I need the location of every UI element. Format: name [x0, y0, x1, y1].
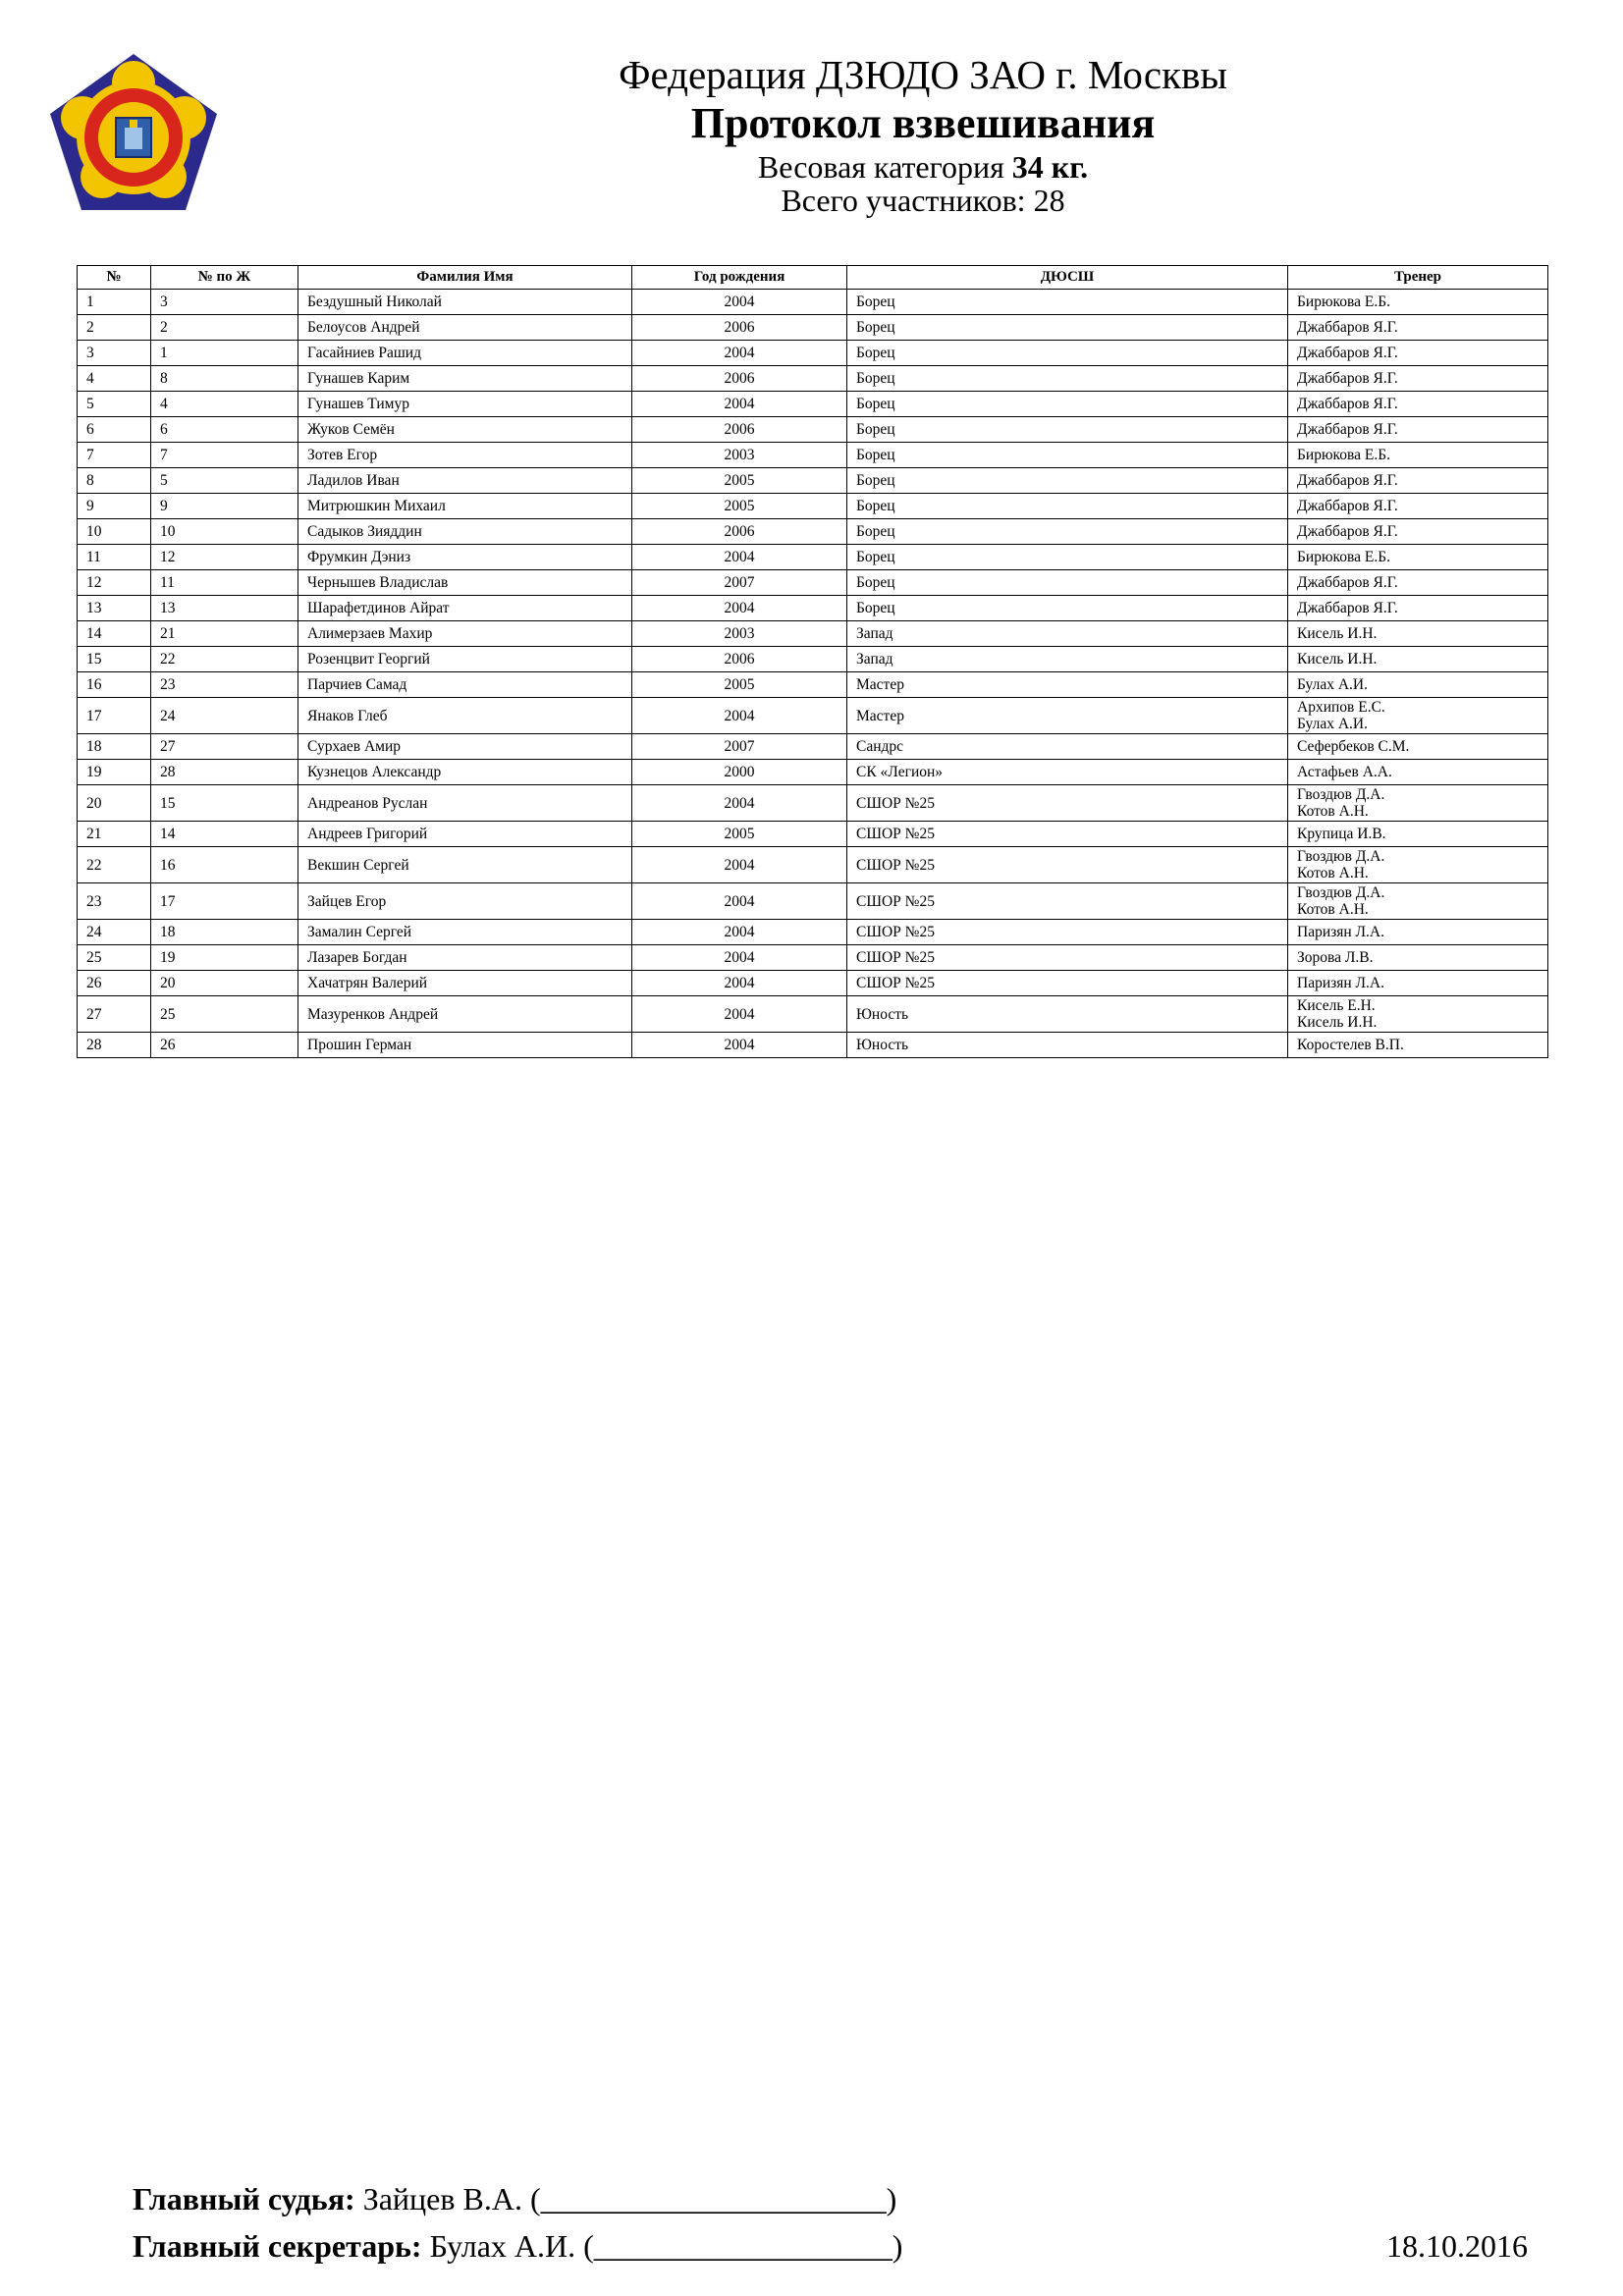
table-row [78, 596, 1548, 621]
table-row [78, 545, 1548, 570]
cell-draw-number: 18 [151, 920, 298, 945]
cell-school: Борец [847, 570, 1288, 596]
cell-coach [1288, 494, 1548, 519]
cell-birth-year: 2007 [632, 570, 847, 596]
cell-coach [1288, 341, 1548, 366]
coach-name: Джаббаров Я.Г. [1297, 600, 1398, 616]
coach-name: Булах А.И. [1297, 716, 1368, 732]
cell-coach [1288, 417, 1548, 443]
cell-birth-year: 2006 [632, 366, 847, 392]
cell-draw-number: 6 [151, 417, 298, 443]
table-row [78, 945, 1548, 971]
cell-school: Мастер [847, 698, 1288, 734]
coach-name: Булах А.И. [1297, 676, 1368, 693]
table-row [78, 392, 1548, 417]
cell-draw-number: 27 [151, 734, 298, 760]
cell-draw-number: 17 [151, 883, 298, 920]
cell-name: Лазарев Богдан [298, 945, 632, 971]
cell-draw-number: 13 [151, 596, 298, 621]
cell-school: СШОР №25 [847, 785, 1288, 822]
cell-draw-number: 3 [151, 290, 298, 315]
cell-coach [1288, 920, 1548, 945]
coach-name: Джаббаров Я.Г. [1297, 421, 1398, 438]
cell-number: 27 [78, 996, 151, 1033]
cell-coach [1288, 760, 1548, 785]
cell-name: Андреанов Руслан [298, 785, 632, 822]
cell-coach [1288, 545, 1548, 570]
cell-coach [1288, 468, 1548, 494]
table-row [78, 290, 1548, 315]
cell-birth-year: 2003 [632, 621, 847, 647]
cell-school: Борец [847, 366, 1288, 392]
cell-number: 23 [78, 883, 151, 920]
cell-draw-number: 10 [151, 519, 298, 545]
cell-draw-number: 26 [151, 1033, 298, 1058]
cell-coach [1288, 945, 1548, 971]
cell-coach [1288, 672, 1548, 698]
cell-school: Юность [847, 1033, 1288, 1058]
cell-school: СК «Легион» [847, 760, 1288, 785]
cell-draw-number: 2 [151, 315, 298, 341]
cell-school: Борец [847, 392, 1288, 417]
cell-draw-number: 11 [151, 570, 298, 596]
coach-name: Крупица И.В. [1297, 826, 1386, 842]
coach-name: Бирюкова Е.Б. [1297, 447, 1391, 463]
cell-coach [1288, 443, 1548, 468]
cell-name: Векшин Сергей [298, 847, 632, 883]
cell-number: 5 [78, 392, 151, 417]
cell-name: Зотев Егор [298, 443, 632, 468]
cell-birth-year: 2000 [632, 760, 847, 785]
table-row [78, 621, 1548, 647]
cell-birth-year: 2004 [632, 945, 847, 971]
table-row [78, 443, 1548, 468]
cell-school: СШОР №25 [847, 822, 1288, 847]
cell-draw-number: 12 [151, 545, 298, 570]
cell-school: Борец [847, 468, 1288, 494]
coach-name: Котов А.Н. [1297, 901, 1369, 918]
table-row [78, 519, 1548, 545]
table-row [78, 996, 1548, 1033]
cell-number: 22 [78, 847, 151, 883]
cell-coach [1288, 1033, 1548, 1058]
federation-emblem-icon [47, 51, 220, 214]
cell-number: 4 [78, 366, 151, 392]
cell-name: Парчиев Самад [298, 672, 632, 698]
cell-name: Замалин Сергей [298, 920, 632, 945]
cell-coach [1288, 698, 1548, 734]
coach-name: Бирюкова Е.Б. [1297, 549, 1391, 565]
cell-school: СШОР №25 [847, 945, 1288, 971]
cell-draw-number: 16 [151, 847, 298, 883]
cell-birth-year: 2007 [632, 734, 847, 760]
coach-name: Зорова Л.В. [1297, 949, 1374, 966]
cell-draw-number: 8 [151, 366, 298, 392]
cell-birth-year: 2006 [632, 647, 847, 672]
cell-coach [1288, 315, 1548, 341]
coach-name: Джаббаров Я.Г. [1297, 498, 1398, 514]
col-coach: Тренер [1288, 266, 1548, 290]
cell-draw-number: 20 [151, 971, 298, 996]
cell-name: Бездушный Николай [298, 290, 632, 315]
cell-number: 25 [78, 945, 151, 971]
category-value: 34 кг. [1011, 149, 1089, 185]
col-birth-year: Год рождения [632, 266, 847, 290]
cell-school: Мастер [847, 672, 1288, 698]
cell-birth-year: 2004 [632, 392, 847, 417]
coach-name: Джаббаров Я.Г. [1297, 319, 1398, 336]
coach-name: Кисель И.Н. [1297, 625, 1378, 642]
col-name: Фамилия Имя [298, 266, 632, 290]
cell-coach [1288, 996, 1548, 1033]
cell-name: Кузнецов Александр [298, 760, 632, 785]
cell-school: СШОР №25 [847, 883, 1288, 920]
coach-name: Джаббаров Я.Г. [1297, 574, 1398, 591]
table-row [78, 698, 1548, 734]
cell-birth-year: 2004 [632, 596, 847, 621]
cell-birth-year: 2004 [632, 847, 847, 883]
cell-school: Запад [847, 647, 1288, 672]
cell-number: 1 [78, 290, 151, 315]
cell-school: СШОР №25 [847, 920, 1288, 945]
protocol-title: Протокол взвешивания [690, 99, 1156, 147]
cell-birth-year: 2004 [632, 971, 847, 996]
coach-name: Котов А.Н. [1297, 865, 1369, 881]
cell-name: Розенцвит Георгий [298, 647, 632, 672]
cell-name: Зайцев Егор [298, 883, 632, 920]
table-header-row [78, 266, 1548, 290]
cell-number: 15 [78, 647, 151, 672]
coach-name: Гвоздюв Д.А. [1297, 848, 1385, 865]
cell-name: Садыков Зияддин [298, 519, 632, 545]
cell-number: 9 [78, 494, 151, 519]
cell-number: 6 [78, 417, 151, 443]
col-number: № [78, 266, 151, 290]
table-row [78, 672, 1548, 698]
cell-birth-year: 2004 [632, 883, 847, 920]
cell-number: 7 [78, 443, 151, 468]
cell-number: 19 [78, 760, 151, 785]
judge-value: Зайцев В.А. (______________________) [362, 2181, 897, 2216]
cell-birth-year: 2004 [632, 698, 847, 734]
cell-number: 17 [78, 698, 151, 734]
coach-name: Астафьев А.А. [1297, 764, 1392, 780]
cell-birth-year: 2004 [632, 545, 847, 570]
cell-draw-number: 9 [151, 494, 298, 519]
cell-school: Борец [847, 519, 1288, 545]
federation-title: Федерация ДЗЮДО ЗАО г. Москвы [619, 52, 1227, 97]
table-row [78, 822, 1548, 847]
cell-school: Сандрс [847, 734, 1288, 760]
cell-coach [1288, 785, 1548, 822]
cell-coach [1288, 366, 1548, 392]
table-row [78, 468, 1548, 494]
cell-birth-year: 2004 [632, 920, 847, 945]
table-row [78, 1033, 1548, 1058]
cell-school: Борец [847, 545, 1288, 570]
total-participants: Всего участников: 28 [781, 183, 1065, 218]
col-draw-number: № по Ж [151, 266, 298, 290]
cell-name: Сурхаев Амир [298, 734, 632, 760]
cell-school: Борец [847, 596, 1288, 621]
cell-birth-year: 2004 [632, 996, 847, 1033]
cell-coach [1288, 647, 1548, 672]
cell-draw-number: 22 [151, 647, 298, 672]
cell-school: СШОР №25 [847, 847, 1288, 883]
cell-school: Борец [847, 315, 1288, 341]
cell-birth-year: 2004 [632, 290, 847, 315]
cell-school: СШОР №25 [847, 971, 1288, 996]
cell-coach [1288, 734, 1548, 760]
cell-draw-number: 14 [151, 822, 298, 847]
cell-coach [1288, 847, 1548, 883]
cell-birth-year: 2004 [632, 341, 847, 366]
cell-name: Гунашев Карим [298, 366, 632, 392]
cell-draw-number: 1 [151, 341, 298, 366]
weight-category [432, 149, 1414, 186]
cell-coach [1288, 392, 1548, 417]
coach-name: Кисель Е.Н. [1297, 997, 1376, 1014]
table-row [78, 417, 1548, 443]
cell-draw-number: 15 [151, 785, 298, 822]
coach-name: Джаббаров Я.Г. [1297, 523, 1398, 540]
cell-coach [1288, 621, 1548, 647]
coach-name: Сефербеков С.М. [1297, 738, 1410, 755]
cell-number: 20 [78, 785, 151, 822]
cell-birth-year: 2006 [632, 315, 847, 341]
table-row [78, 494, 1548, 519]
cell-school: Борец [847, 417, 1288, 443]
cell-coach [1288, 822, 1548, 847]
cell-draw-number: 7 [151, 443, 298, 468]
cell-name: Алимерзаев Махир [298, 621, 632, 647]
cell-birth-year: 2004 [632, 785, 847, 822]
cell-school: Борец [847, 494, 1288, 519]
table-row [78, 366, 1548, 392]
cell-coach [1288, 971, 1548, 996]
cell-draw-number: 28 [151, 760, 298, 785]
cell-number: 16 [78, 672, 151, 698]
cell-birth-year: 2005 [632, 822, 847, 847]
cell-number: 3 [78, 341, 151, 366]
cell-number: 28 [78, 1033, 151, 1058]
judge-label: Главный судья: [133, 2181, 355, 2216]
coach-name: Бирюкова Е.Б. [1297, 294, 1391, 310]
weighing-table [77, 265, 1548, 1058]
coach-name: Джаббаров Я.Г. [1297, 396, 1398, 412]
cell-number: 26 [78, 971, 151, 996]
cell-number: 12 [78, 570, 151, 596]
cell-draw-number: 19 [151, 945, 298, 971]
cell-name: Мазуренков Андрей [298, 996, 632, 1033]
cell-name: Хачатрян Валерий [298, 971, 632, 996]
cell-name: Митрюшкин Михаил [298, 494, 632, 519]
coach-name: Кисель И.Н. [1297, 1014, 1378, 1031]
cell-draw-number: 23 [151, 672, 298, 698]
col-school: ДЮСШ [847, 266, 1288, 290]
coach-name: Гвоздюв Д.А. [1297, 884, 1385, 901]
chief-secretary [133, 2228, 902, 2265]
cell-school: Юность [847, 996, 1288, 1033]
cell-birth-year: 2006 [632, 417, 847, 443]
table-row [78, 971, 1548, 996]
cell-school: Борец [847, 341, 1288, 366]
cell-number: 11 [78, 545, 151, 570]
category-label: Весовая категория [757, 149, 1004, 185]
cell-draw-number: 21 [151, 621, 298, 647]
cell-coach [1288, 519, 1548, 545]
cell-name: Андреев Григорий [298, 822, 632, 847]
cell-name: Фрумкин Дэниз [298, 545, 632, 570]
cell-birth-year: 2005 [632, 468, 847, 494]
protocol-date: 18.10.2016 [1386, 2228, 1528, 2264]
coach-name: Джаббаров Я.Г. [1297, 370, 1398, 387]
cell-coach [1288, 883, 1548, 920]
chief-judge [133, 2181, 896, 2217]
cell-name: Прошин Герман [298, 1033, 632, 1058]
cell-coach [1288, 596, 1548, 621]
coach-name: Гвоздюв Д.А. [1297, 786, 1385, 803]
cell-birth-year: 2004 [632, 1033, 847, 1058]
cell-name: Гасайниев Рашид [298, 341, 632, 366]
cell-number: 24 [78, 920, 151, 945]
table-row [78, 785, 1548, 822]
cell-draw-number: 5 [151, 468, 298, 494]
secretary-value: Булах А.И. (___________________) [429, 2228, 903, 2264]
table-row [78, 647, 1548, 672]
coach-name: Джаббаров Я.Г. [1297, 345, 1398, 361]
cell-school: Борец [847, 290, 1288, 315]
cell-school: Запад [847, 621, 1288, 647]
cell-birth-year: 2005 [632, 494, 847, 519]
table-row [78, 847, 1548, 883]
cell-name: Жуков Семён [298, 417, 632, 443]
cell-number: 10 [78, 519, 151, 545]
cell-name: Белоусов Андрей [298, 315, 632, 341]
cell-birth-year: 2006 [632, 519, 847, 545]
cell-number: 8 [78, 468, 151, 494]
cell-name: Ладилов Иван [298, 468, 632, 494]
cell-name: Гунашев Тимур [298, 392, 632, 417]
cell-draw-number: 4 [151, 392, 298, 417]
cell-number: 18 [78, 734, 151, 760]
cell-name: Чернышев Владислав [298, 570, 632, 596]
cell-coach [1288, 290, 1548, 315]
coach-name: Коростелев В.П. [1297, 1037, 1404, 1053]
coach-name: Паризян Л.А. [1297, 924, 1384, 940]
cell-draw-number: 24 [151, 698, 298, 734]
cell-draw-number: 25 [151, 996, 298, 1033]
coach-name: Паризян Л.А. [1297, 975, 1384, 991]
cell-birth-year: 2003 [632, 443, 847, 468]
cell-birth-year: 2005 [632, 672, 847, 698]
coach-name: Джаббаров Я.Г. [1297, 472, 1398, 489]
table-row [78, 570, 1548, 596]
cell-number: 21 [78, 822, 151, 847]
coach-name: Кисель И.Н. [1297, 651, 1378, 667]
coach-name: Архипов Е.С. [1297, 699, 1385, 716]
table-row [78, 315, 1548, 341]
cell-number: 13 [78, 596, 151, 621]
table-row [78, 883, 1548, 920]
table-row [78, 341, 1548, 366]
cell-number: 14 [78, 621, 151, 647]
cell-school: Борец [847, 443, 1288, 468]
cell-name: Янаков Глеб [298, 698, 632, 734]
coach-name: Котов А.Н. [1297, 803, 1369, 820]
table-row [78, 760, 1548, 785]
cell-name: Шарафетдинов Айрат [298, 596, 632, 621]
secretary-label: Главный секретарь: [133, 2228, 422, 2264]
table-row [78, 734, 1548, 760]
table-row [78, 920, 1548, 945]
cell-number: 2 [78, 315, 151, 341]
cell-coach [1288, 570, 1548, 596]
